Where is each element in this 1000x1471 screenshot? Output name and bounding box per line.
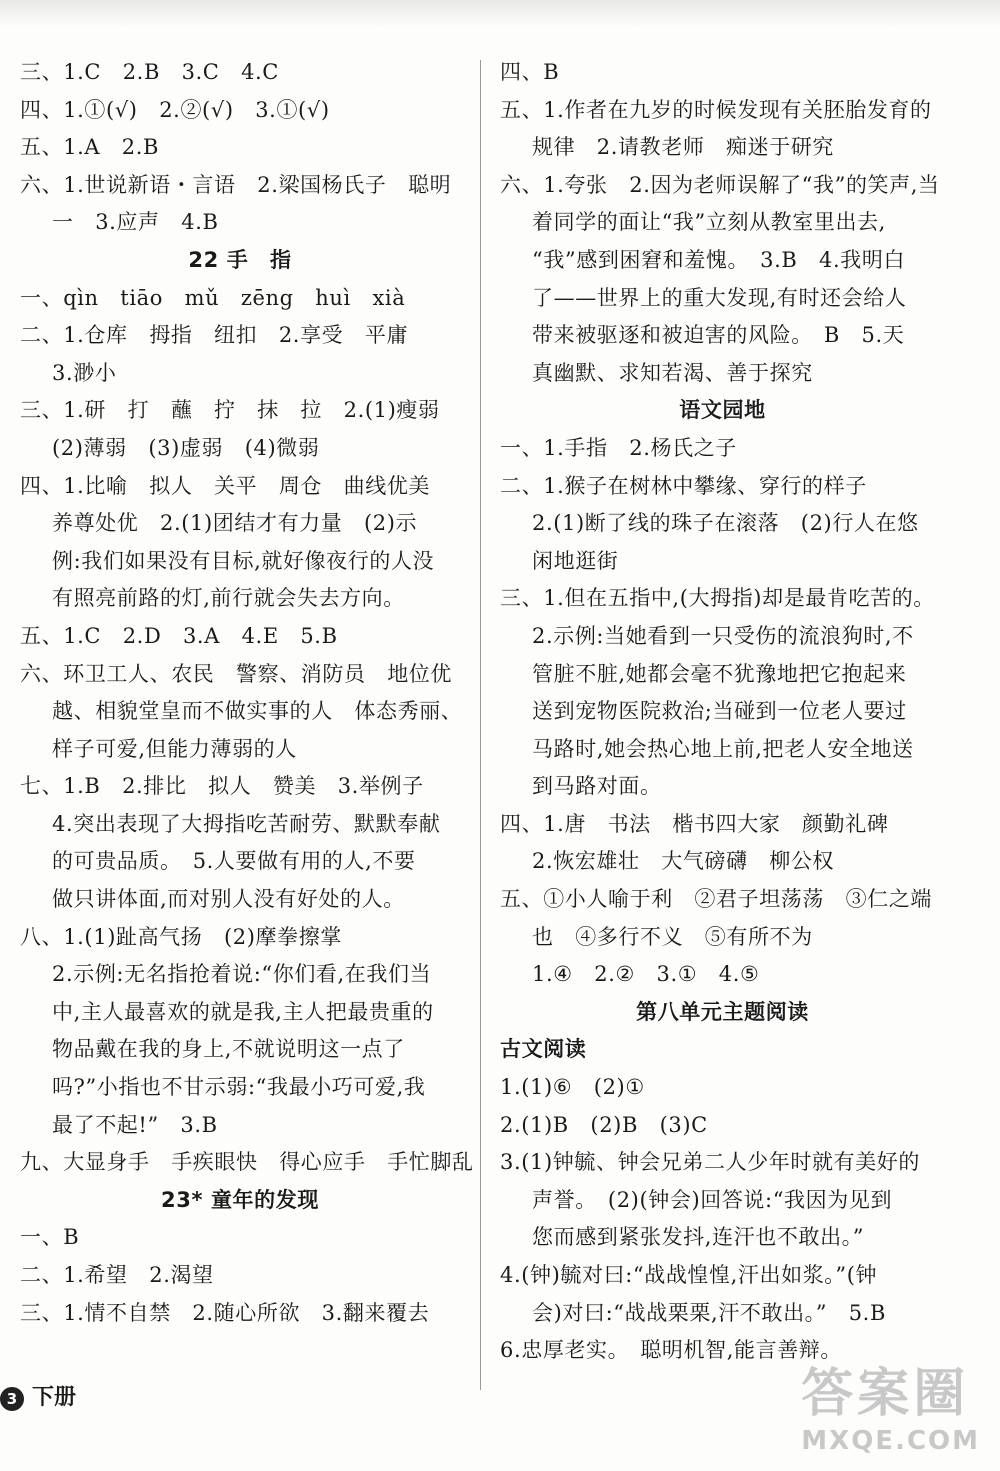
answer-line: 2.恢宏雄壮 大气磅礴 柳公权 bbox=[532, 849, 835, 874]
answer-line: 六、1.夸张 2.因为老师误解了“我”的笑声,当 bbox=[500, 172, 940, 197]
right-answer-column bbox=[500, 54, 945, 1370]
answer-line: 了——世界上的重大发现,有时还会给人 bbox=[532, 285, 907, 310]
answer-line: 1.(1)⑥ (2)① bbox=[500, 1075, 645, 1100]
volume-label: 下册 bbox=[32, 1385, 77, 1410]
watermark bbox=[801, 1351, 980, 1456]
answer-line: 1.④ 2.② 3.① 4.⑤ bbox=[532, 962, 760, 987]
section-heading: 第八单元主题阅读 bbox=[636, 999, 809, 1024]
answer-line: 4.(钟)毓对曰:“战战惶惶,汗出如浆。”(钟 bbox=[500, 1263, 878, 1287]
page-top-edge bbox=[0, 0, 1000, 28]
answer-line: 2.(1)B (2)B (3)C bbox=[500, 1112, 708, 1137]
answer-line: 五、1.A 2.B bbox=[20, 135, 160, 160]
answer-line: 一、B bbox=[20, 1225, 80, 1250]
answer-line: 一、1.手指 2.杨氏之子 bbox=[500, 435, 737, 460]
answer-line: 二、1.希望 2.渴望 bbox=[20, 1263, 214, 1287]
answer-line: 有照亮前路的灯,前行就会失去方向。 bbox=[52, 586, 405, 611]
answer-line: 八、1.(1)趾高气扬 (2)摩拳擦掌 bbox=[20, 924, 342, 949]
page-number-badge: 3 bbox=[0, 1387, 24, 1411]
answer-line: 二、1.猴子在树林中攀缘、穿行的样子 bbox=[500, 473, 867, 498]
answer-line: 真幽默、求知若渴、善于探究 bbox=[532, 360, 813, 385]
section-heading: 语文园地 bbox=[679, 398, 766, 423]
answer-line: 会)对曰:“战战栗栗,汗不敢出。” 5.B bbox=[532, 1300, 886, 1325]
answer-line: 吗?”小指也不甘示弱:“我最小巧可爱,我 bbox=[52, 1075, 426, 1100]
answer-line: 2.(1)断了线的珠子在滚落 (2)行人在悠 bbox=[532, 511, 919, 536]
answer-line: 三、1.情不自禁 2.随心所欲 3.翻来覆去 bbox=[20, 1300, 430, 1325]
answer-line: 养尊处优 2.(1)团结才有力量 (2)示 bbox=[52, 511, 418, 536]
answer-line: 五、1.C 2.D 3.A 4.E 5.B bbox=[20, 623, 338, 648]
answer-line: 2.示例:当她看到一只受伤的流浪狗时,不 bbox=[532, 623, 914, 648]
watermark-logo-text: 答案圈 bbox=[801, 1364, 970, 1424]
answer-line: 三、1.研 打 蘸 拧 抹 拉 2.(1)瘦弱 bbox=[20, 398, 440, 423]
answer-line: 也 ④多行不义 ⑤有所不为 bbox=[532, 924, 813, 949]
page-footer bbox=[0, 1380, 76, 1411]
answer-line: 一 3.应声 4.B bbox=[52, 210, 219, 235]
answer-line: 三、1.但在五指中,(大拇指)却是最肯吃苦的。 bbox=[500, 586, 935, 611]
answer-line: 马路时,她会热心地上前,把老人安全地送 bbox=[532, 736, 914, 761]
left-answer-column bbox=[20, 54, 474, 1332]
answer-line: 6.忠厚老实。 聪明机智,能言善辩。 bbox=[500, 1338, 843, 1363]
answer-line: 四、1.比喻 拟人 关平 周仓 曲线优美 bbox=[20, 473, 431, 498]
answer-line: 五、①小人喻于利 ②君子坦荡荡 ③仁之端 bbox=[500, 887, 932, 912]
answer-line: 六、1.世说新语・言语 2.梁国杨氏子 聪明 bbox=[20, 172, 452, 197]
answer-line: 送到宠物医院救治;当碰到一位老人要过 bbox=[532, 699, 907, 724]
answer-line: 例:我们如果没有目标,就好像夜行的人没 bbox=[52, 548, 435, 573]
answer-line: 越、相貌堂皇而不做实事的人 体态秀丽、 bbox=[52, 699, 463, 724]
answer-line: 中,主人最喜欢的就是我,主人把最贵重的 bbox=[52, 999, 434, 1024]
answer-line: 四、1.唐 书法 楷书四大家 颜勤礼碑 bbox=[500, 811, 889, 836]
answer-line: 做只讲体面,而对别人没有好处的人。 bbox=[52, 887, 405, 912]
answer-line: 您而感到紧张发抖,连汗也不敢出。” bbox=[532, 1225, 865, 1250]
answer-line: 管脏不脏,她都会毫不犹豫地把它抱起来 bbox=[532, 661, 907, 686]
answer-line: 物品戴在我的身上,不就说明这一点了 bbox=[52, 1037, 405, 1062]
answer-line: 声誉。 (2)(钟会)回答说:“我因为见到 bbox=[532, 1187, 893, 1212]
answer-line: 五、1.作者在九岁的时候发现有关胚胎发育的 bbox=[500, 97, 932, 122]
column-divider bbox=[480, 60, 481, 1390]
answer-line: (2)薄弱 (3)虚弱 (4)微弱 bbox=[52, 435, 320, 460]
answer-line: 4.突出表现了大拇指吃苦耐劳、默默奉献 bbox=[52, 811, 441, 836]
answer-line: 着同学的面让“我”立刻从教室里出去, bbox=[532, 210, 886, 235]
answer-line: 最了不起!” 3.B bbox=[52, 1112, 218, 1137]
answer-line: 带来被驱逐和被迫害的风险。 B 5.天 bbox=[532, 323, 905, 348]
answer-line: “我”感到困窘和羞愧。 3.B 4.我明白 bbox=[532, 247, 906, 272]
section-heading: 22 手 指 bbox=[188, 247, 292, 272]
answer-line: 三、1.C 2.B 3.C 4.C bbox=[20, 60, 279, 84]
answer-line: 2.示例:无名指抢着说:“你们看,在我们当 bbox=[52, 962, 432, 987]
answer-line: 九、大显身手 手疾眼快 得心应手 手忙脚乱 bbox=[20, 1150, 474, 1175]
answer-line: 规律 2.请教老师 痴迷于研究 bbox=[532, 135, 835, 160]
section-heading: 古文阅读 bbox=[500, 1037, 587, 1062]
watermark-url: MXQE.COM bbox=[801, 1426, 980, 1456]
answer-line: 六、环卫工人、农民 警察、消防员 地位优 bbox=[20, 661, 452, 686]
answer-line: 到马路对面。 bbox=[532, 774, 662, 799]
answer-line: 四、B bbox=[500, 60, 560, 84]
answer-line: 样子可爱,但能力薄弱的人 bbox=[52, 736, 297, 761]
answer-line: 七、1.B 2.排比 拟人 赞美 3.举例子 bbox=[20, 774, 424, 799]
answer-line: 四、1.①(√) 2.②(√) 3.①(√) bbox=[20, 97, 330, 122]
answer-line: 一、qìn tiāo mǔ zēng huì xià bbox=[20, 285, 406, 310]
answer-line: 3.(1)钟毓、钟会兄弟二人少年时就有美好的 bbox=[500, 1150, 920, 1175]
answer-line: 的可贵品质。 5.人要做有用的人,不要 bbox=[52, 849, 416, 874]
answer-line: 闲地逛街 bbox=[532, 548, 619, 573]
answer-line: 二、1.仓库 拇指 纽扣 2.享受 平庸 bbox=[20, 323, 409, 348]
section-heading: 23* 童年的发现 bbox=[161, 1187, 319, 1212]
answer-line: 3.渺小 bbox=[52, 360, 117, 385]
